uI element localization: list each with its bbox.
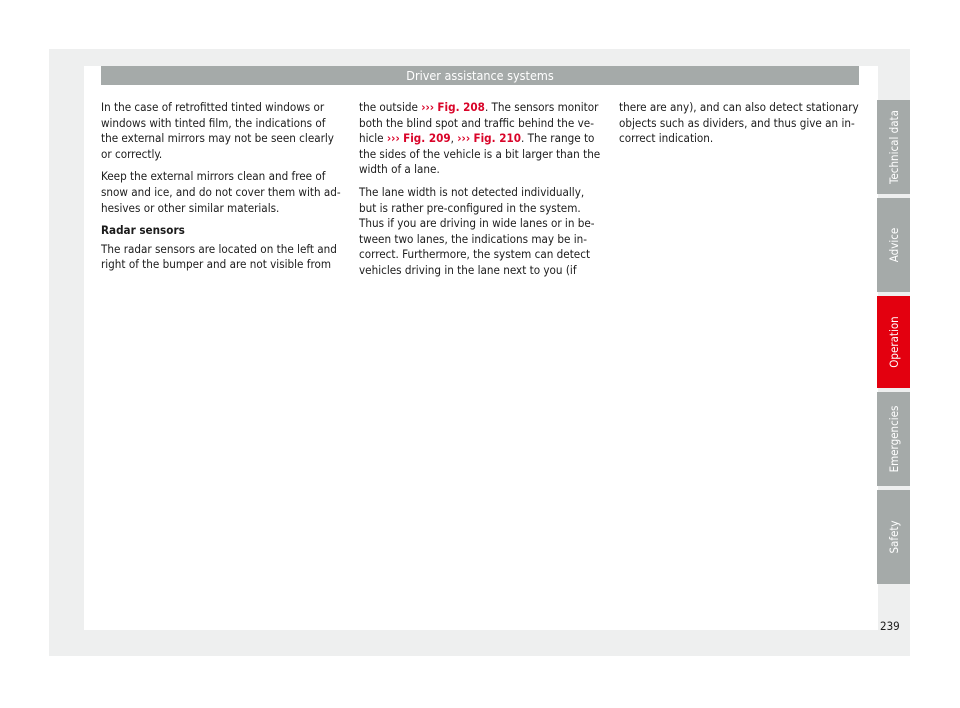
paragraph: there are any), and can also detect stationary objects such as dividers, and thus give an in-correct indication. <box>619 100 859 146</box>
fig-208-link[interactable]: Fig. 208 <box>437 100 485 114</box>
paragraph: Keep the external mirrors clean and free of snow and ice, and do not cover them with ad-hesives or other similar materials. <box>101 169 341 215</box>
text-column-3 <box>619 100 859 154</box>
text-span: , <box>450 131 458 146</box>
subheading-radar-sensors: Radar sensors <box>101 223 185 238</box>
section-header: Driver assistance systems <box>101 66 859 85</box>
tab-emergencies[interactable] <box>877 392 910 486</box>
paragraph <box>359 100 603 178</box>
arrow-icon: ››› <box>386 131 400 146</box>
fig-210-link[interactable]: Fig. 210 <box>473 131 521 146</box>
text-span: the outside <box>359 100 422 114</box>
tab-technical-data[interactable] <box>877 100 910 194</box>
paragraph: The lane width is not detected individually, but is rather pre-configured in the system. Thus if you are driving in wide lanes or in be-tween two lanes, the indications may be in-correct. Furthermore, the system can detect vehicles driving in the lane next to you (if <box>359 184 595 277</box>
arrow-icon: ››› <box>421 100 435 114</box>
text-span: . The range to the sides of the vehicle is a bit larger than the width of a lane. <box>359 131 601 177</box>
paragraph: The radar sensors are located on the left and right of the bumper and are not visible from <box>101 241 337 272</box>
text-column-2 <box>359 100 603 286</box>
page-number: 239 <box>880 619 900 633</box>
arrow-icon: ››› <box>457 131 471 146</box>
tab-operation[interactable] <box>877 296 910 388</box>
fig-209-link[interactable]: Fig. 209 <box>403 131 451 146</box>
text-column-1 <box>101 100 341 280</box>
paragraph: In the case of retrofitted tinted windows or windows with tinted film, the indications of the external mirrors may not be seen clearly or correctly. <box>101 100 334 161</box>
tab-advice[interactable] <box>877 198 910 292</box>
tab-label: Advice <box>886 227 901 263</box>
tab-label: Safety <box>886 520 901 554</box>
tab-label: Technical data <box>886 110 901 184</box>
tab-label: Emergencies <box>886 405 901 473</box>
text-span: . The sensors monitor both the blind spot and traffic behind the ve-hicle <box>359 100 599 146</box>
tab-safety[interactable] <box>877 490 910 584</box>
tab-label: Operation <box>886 316 901 368</box>
